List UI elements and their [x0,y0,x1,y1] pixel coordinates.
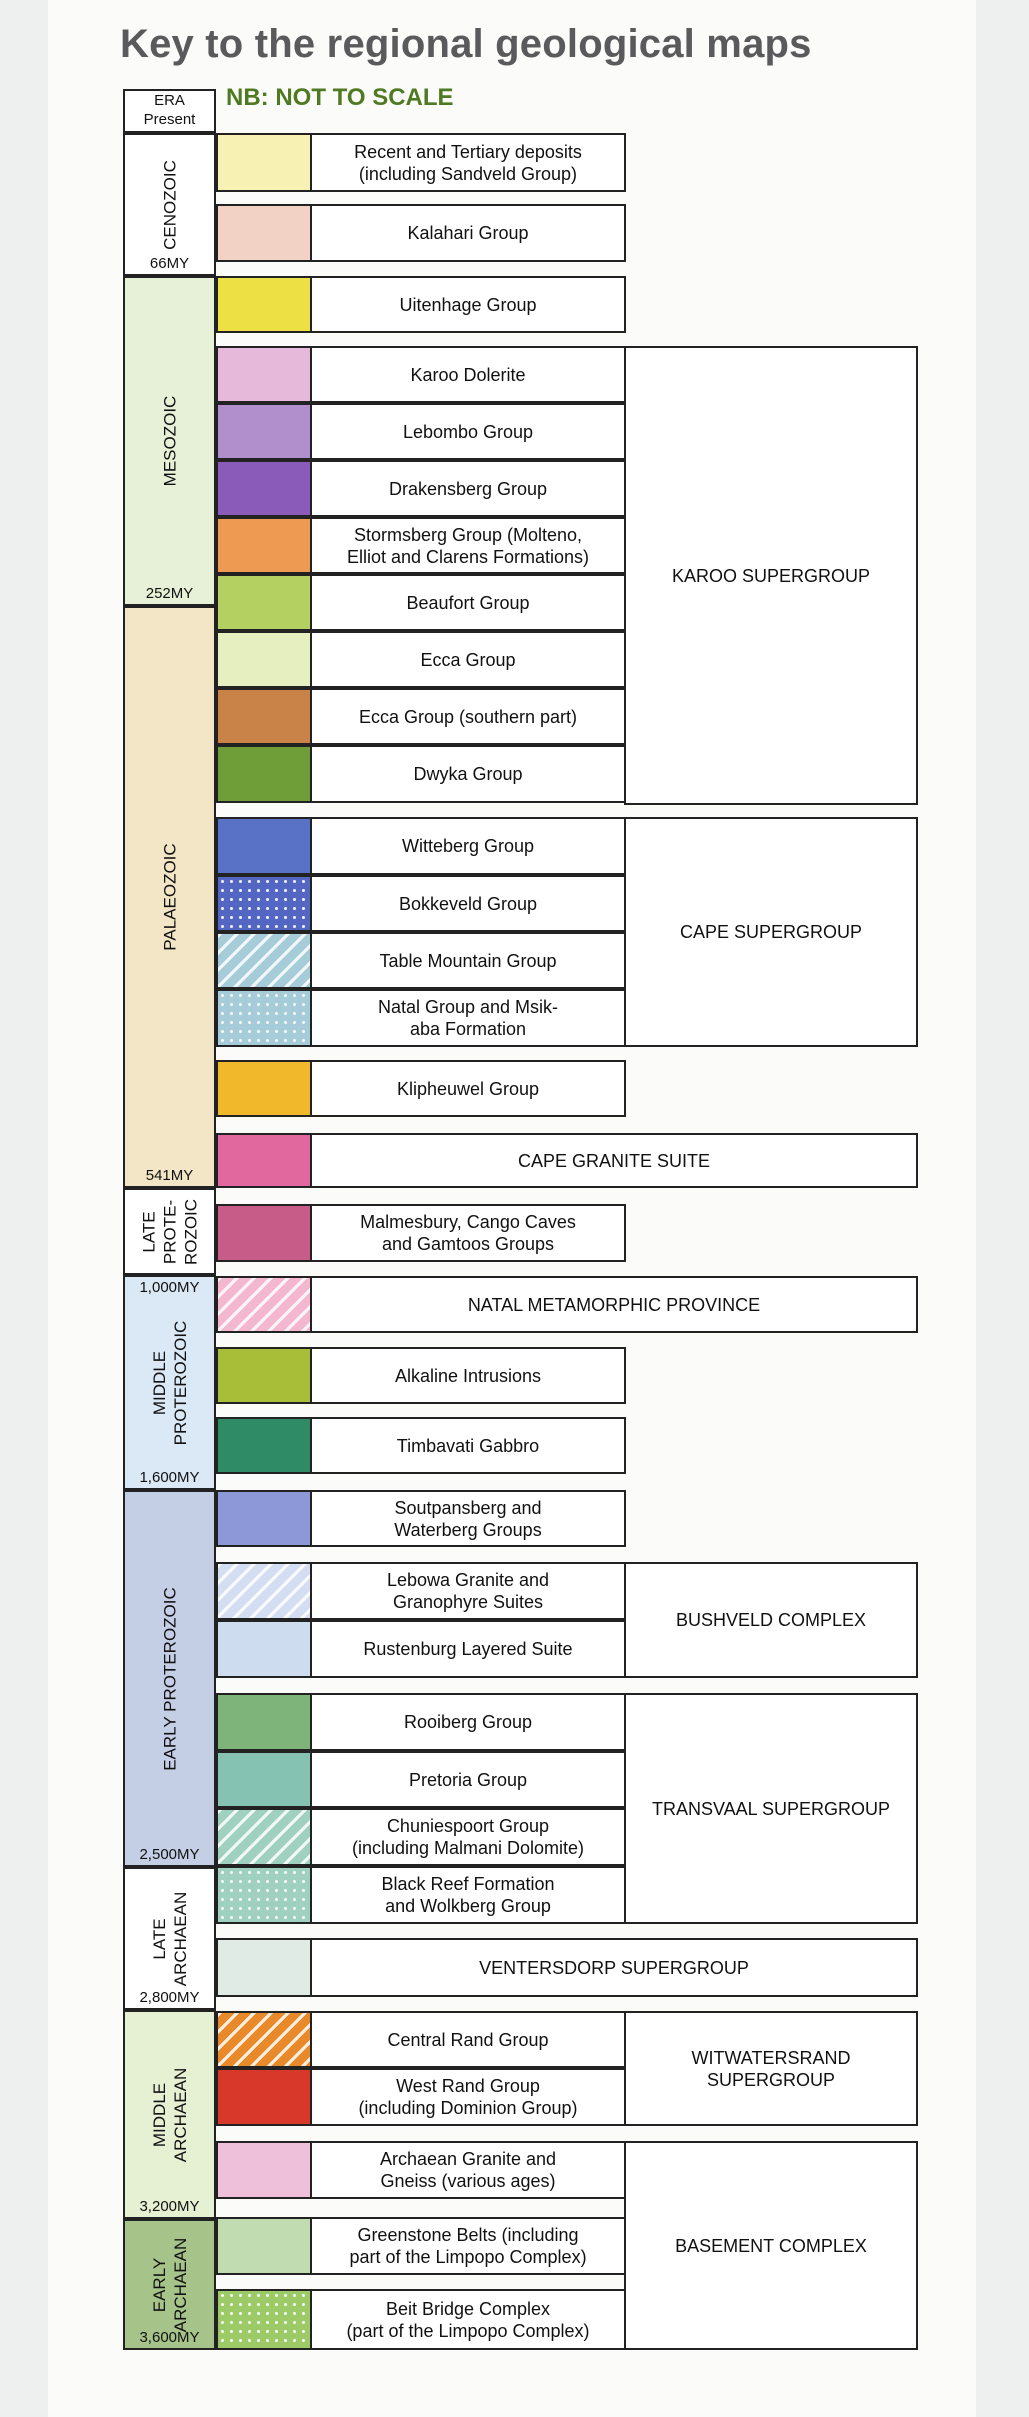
group-label: TRANSVAAL SUPERGROUP [624,1693,918,1924]
unit-swatch [216,875,312,932]
unit-swatch [216,2011,312,2068]
era-0 [123,133,216,276]
unit-label: Ecca Group [310,631,626,688]
era-7 [123,2010,216,2219]
unit-swatch [216,204,312,262]
era-4 [123,1275,216,1490]
unit-label: Dwyka Group [310,745,626,803]
group-label: BUSHVELD COMPLEX [624,1562,918,1678]
unit-swatch [216,403,312,460]
era-name: MESOZOIC [160,395,179,487]
unit-label: Lebowa Granite and Granophyre Suites [310,1562,626,1620]
unit-swatch [216,2141,312,2199]
unit-label: Karoo Dolerite [310,346,626,403]
group-label: BASEMENT COMPLEX [624,2141,918,2350]
unit-swatch [216,1204,312,1262]
unit-swatch [216,932,312,989]
unit-label: Rooiberg Group [310,1693,626,1751]
unit-label: Rustenburg Layered Suite [310,1620,626,1678]
group-label: CAPE SUPERGROUP [624,817,918,1047]
unit-label: Ecca Group (southern part) [310,688,626,745]
era-name: CENOZOIC [160,159,179,250]
era-name: EARLY PROTEROZOIC [160,1586,179,1771]
scale-note: NB: NOT TO SCALE [226,84,454,111]
unit-swatch [216,276,312,333]
unit-label: Kalahari Group [310,204,626,262]
era-age: 3,200MY [139,2198,200,2215]
unit-swatch [216,1133,312,1188]
unit-swatch [216,2289,312,2350]
unit-swatch [216,133,312,192]
era-5 [123,1490,216,1867]
unit-swatch [216,1060,312,1117]
unit-label: Uitenhage Group [310,276,626,333]
unit-swatch [216,2068,312,2126]
unit-label: Greenstone Belts (including part of the Limpopo Complex) [310,2217,626,2275]
unit-label: Central Rand Group [310,2011,626,2068]
era-age: 2,500MY [139,1846,200,1863]
era-header-present: Present [143,111,196,128]
unit-label: Lebombo Group [310,403,626,460]
unit-label: Beaufort Group [310,574,626,631]
unit-swatch [216,1751,312,1808]
unit-label: West Rand Group (including Dominion Group) [310,2068,626,2126]
era-header [123,89,216,133]
unit-label: Chuniespoort Group (including Malmani Dolomite) [310,1808,626,1866]
era-8 [123,2219,216,2350]
unit-swatch [216,1620,312,1678]
unit-label: Table Mountain Group [310,932,626,989]
unit-label: NATAL METAMORPHIC PROVINCE [310,1276,918,1333]
unit-swatch [216,460,312,517]
era-age: 1,600MY [139,1469,200,1486]
unit-label: Recent and Tertiary deposits (including Sandveld Group) [310,133,626,192]
unit-swatch [216,1417,312,1474]
era-age: 66MY [149,255,190,272]
era-name: PALAEOZOIC [160,843,179,951]
unit-swatch [216,631,312,688]
unit-swatch [216,1693,312,1751]
unit-swatch [216,989,312,1047]
era-top-age: 1,000MY [139,1279,200,1296]
era-6 [123,1867,216,2010]
unit-swatch [216,1276,312,1333]
unit-label: VENTERSDORP SUPERGROUP [310,1938,918,1997]
unit-swatch [216,346,312,403]
unit-swatch [216,817,312,875]
era-name: MIDDLE ARCHAEAN [149,2067,190,2162]
unit-label: Klipheuwel Group [310,1060,626,1117]
era-age: 541MY [145,1167,194,1184]
era-header-label: ERA [154,92,185,109]
unit-label: Pretoria Group [310,1751,626,1808]
unit-label: Bokkeveld Group [310,875,626,932]
unit-label: Natal Group and Msik- aba Formation [310,989,626,1047]
unit-swatch [216,2217,312,2275]
unit-label: Beit Bridge Complex (part of the Limpopo Complex) [310,2289,626,2350]
unit-label: Malmesbury, Cango Caves and Gamtoos Groups [310,1204,626,1262]
unit-label: Archaean Granite and Gneiss (various ages) [310,2141,626,2199]
group-label: KAROO SUPERGROUP [624,346,918,805]
unit-swatch [216,1562,312,1620]
unit-label: Alkaline Intrusions [310,1347,626,1404]
era-age: 3,600MY [139,2329,200,2346]
unit-swatch [216,574,312,631]
unit-label: Timbavati Gabbro [310,1417,626,1474]
era-1 [123,276,216,606]
unit-swatch [216,517,312,574]
unit-swatch [216,1866,312,1924]
era-name: LATE PROTE- ROZOIC [139,1198,200,1265]
era-name: LATE ARCHAEAN [149,1891,190,1986]
era-2 [123,606,216,1188]
unit-label: Witteberg Group [310,817,626,875]
unit-swatch [216,1938,312,1997]
unit-label: Black Reef Formation and Wolkberg Group [310,1866,626,1924]
era-name: EARLY ARCHAEAN [149,2237,190,2332]
unit-swatch [216,1347,312,1404]
era-name: MIDDLE PROTEROZOIC [149,1320,190,1445]
era-age: 252MY [145,585,194,602]
unit-label: CAPE GRANITE SUITE [310,1133,918,1188]
unit-label: Soutpansberg and Waterberg Groups [310,1490,626,1547]
page-title: Key to the regional geological maps [120,22,812,66]
era-age: 2,800MY [139,1989,200,2006]
unit-label: Drakensberg Group [310,460,626,517]
group-label: WITWATERSRAND SUPERGROUP [624,2011,918,2126]
unit-swatch [216,688,312,745]
unit-label: Stormsberg Group (Molteno, Elliot and Clarens Formations) [310,517,626,574]
era-3 [123,1188,216,1275]
unit-swatch [216,745,312,803]
unit-swatch [216,1808,312,1866]
unit-swatch [216,1490,312,1547]
